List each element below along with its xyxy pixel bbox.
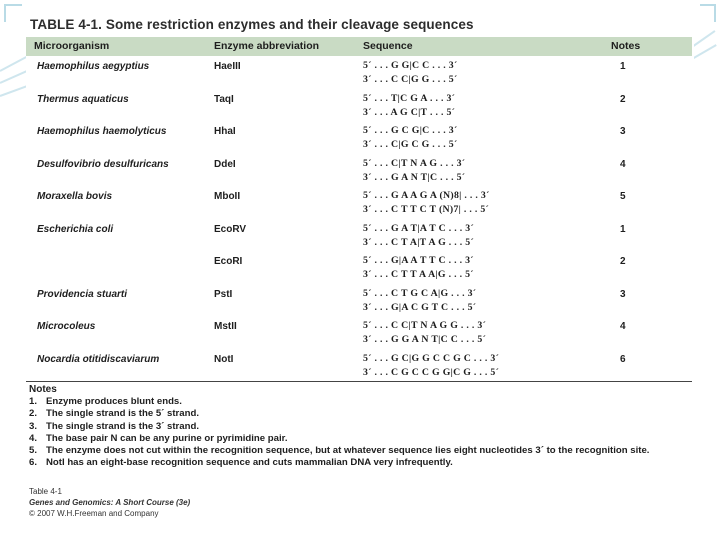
enzyme-abbreviation: TaqI: [214, 93, 234, 105]
enzyme-abbreviation: MstII: [214, 321, 237, 332]
note-text: The single strand is the 5´ strand.: [46, 408, 199, 420]
enzyme-abbreviation: PstI: [214, 288, 233, 300]
source-copyright: © 2007 W.H.Freeman and Company: [29, 509, 159, 518]
header-notes: Notes: [611, 40, 641, 52]
table-row: [26, 188, 692, 221]
note-number: 2: [620, 256, 626, 267]
note-number: 2: [620, 93, 626, 105]
source-book-title: Genes and Genomics: A Short Course (3e): [29, 498, 191, 507]
note-number: 3: [620, 288, 626, 300]
enzyme-abbreviation: HaeIII: [214, 61, 241, 72]
table-row: [26, 123, 692, 156]
organism-name: Haemophilus aegyptius: [37, 61, 150, 72]
enzyme-abbreviation: DdeI: [214, 158, 236, 170]
sequence-bottom-strand: 3´ . . . C T T A A|G . . . 5´: [363, 269, 474, 280]
sequence-bottom-strand: 3´ . . . A G C|T . . . 5´: [363, 106, 456, 118]
enzyme-abbreviation: EcoRV: [214, 223, 247, 235]
top-left-corner-decoration: [4, 4, 22, 22]
table-row: [26, 351, 692, 384]
notes-heading: Notes: [29, 384, 57, 395]
note-number: 3: [620, 126, 626, 137]
sequence-bottom-strand: 3´ . . . C T A|T A G . . . 5´: [363, 236, 475, 248]
note-number: 4: [620, 158, 626, 170]
organism-name: Thermus aquaticus: [37, 93, 129, 105]
note-text: Enzyme produces blunt ends.: [46, 396, 182, 408]
note-item: 6. NotI has an eight-base recognition sequence and cuts mammalian DNA very infrequently.: [29, 457, 453, 469]
table-row: [26, 156, 692, 189]
table-row: [26, 318, 692, 351]
note-item: 5. The enzyme does not cut within the recognition sequence, but at whatever sequence lies eight nucleotides 3´ to the recognition site.: [29, 445, 650, 457]
note-item: 4. The base pair N can be any purine or pyrimidine pair.: [29, 432, 288, 444]
sequence-top-strand: 5´ . . . G C|G G C C G C . . . 3´: [363, 352, 500, 364]
note-item: 3. The single strand is the 3´ strand.: [29, 420, 199, 432]
sequence-bottom-strand: 3´ . . . C T T C T (N)7| . . . 5´: [363, 204, 490, 215]
organism-name: Desulfovibrio desulfuricans: [37, 158, 169, 170]
sequence-top-strand: 5´ . . . G A T|A T C . . . 3´: [363, 222, 475, 234]
note-text: The base pair N can be any purine or pyrimidine pair.: [46, 432, 288, 444]
sequence-top-strand: 5´ . . . G G|C C . . . 3´: [363, 60, 458, 71]
table-figure: [26, 13, 694, 523]
sequence-top-strand: 5´ . . . C T G C A|G . . . 3´: [363, 287, 477, 299]
organism-name: Nocardia otitidiscaviarum: [37, 353, 160, 365]
enzyme-abbreviation: EcoRI: [214, 256, 243, 267]
table-row: [26, 91, 692, 124]
table-bottom-rule: [26, 381, 692, 382]
table-row: [26, 221, 692, 254]
note-text: The single strand is the 3´ strand.: [46, 420, 199, 432]
header-sequence: Sequence: [363, 40, 413, 52]
table-row: [26, 253, 692, 286]
sequence-top-strand: 5´ . . . T|C G A . . . 3´: [363, 92, 456, 104]
source-credit: [29, 486, 190, 519]
sequence-bottom-strand: 3´ . . . G A N T|C . . . 5´: [363, 171, 466, 183]
note-number: 1: [620, 223, 626, 235]
enzyme-abbreviation: HhaI: [214, 126, 236, 137]
wave-line-decoration: [692, 44, 717, 60]
sequence-bottom-strand: 3´ . . . C|G C G . . . 5´: [363, 139, 458, 150]
note-item: 2. The single strand is the 5´ strand.: [29, 408, 199, 420]
enzyme-abbreviation: NotI: [214, 353, 234, 365]
header-enzyme: Enzyme abbreviation: [214, 40, 320, 52]
top-right-corner-decoration: [700, 4, 716, 22]
table-row: [26, 286, 692, 319]
sequence-top-strand: 5´ . . . G|A A T T C . . . 3´: [363, 255, 474, 266]
sequence-bottom-strand: 3´ . . . G|A C G T C . . . 5´: [363, 301, 477, 313]
note-number: 5: [620, 191, 626, 202]
organism-name: Escherichia coli: [37, 223, 114, 235]
source-table-label: Table 4-1: [29, 487, 62, 496]
header-microorganism: Microorganism: [34, 40, 110, 52]
table-row: [26, 58, 692, 91]
note-text: The enzyme does not cut within the recognition sequence, but at whatever sequence lies eight nucleotides 3´ to the recognition site.: [46, 445, 650, 457]
table-header: [26, 37, 692, 56]
organism-name: Microcoleus: [37, 321, 96, 332]
sequence-top-strand: 5´ . . . C|T N A G . . . 3´: [363, 157, 466, 169]
sequence-top-strand: 5´ . . . G A A G A (N)8| . . . 3´: [363, 190, 490, 201]
sequence-bottom-strand: 3´ . . . C C|G G . . . 5´: [363, 74, 458, 85]
sequence-bottom-strand: 3´ . . . G G A N T|C C . . . 5´: [363, 334, 487, 345]
table-title: TABLE 4-1. Some restriction enzymes and their cleavage sequences: [30, 17, 474, 32]
note-item: 1. Enzyme produces blunt ends.: [29, 396, 182, 408]
note-number: 1: [620, 61, 626, 72]
note-number: 4: [620, 321, 626, 332]
sequence-top-strand: 5´ . . . G C G|C . . . 3´: [363, 125, 458, 136]
organism-name: Moraxella bovis: [37, 191, 113, 202]
note-number: 6: [620, 353, 626, 365]
sequence-top-strand: 5´ . . . C C|T N A G G . . . 3´: [363, 320, 487, 331]
sequence-bottom-strand: 3´ . . . C G C C G G|C G . . . 5´: [363, 366, 500, 378]
notes-section: [29, 384, 649, 469]
organism-name: Providencia stuarti: [37, 288, 128, 300]
organism-name: Haemophilus haemolyticus: [37, 126, 167, 137]
note-text: NotI has an eight-base recognition sequence and cuts mammalian DNA very infrequently.: [46, 457, 453, 469]
enzyme-abbreviation: MboII: [214, 191, 241, 202]
